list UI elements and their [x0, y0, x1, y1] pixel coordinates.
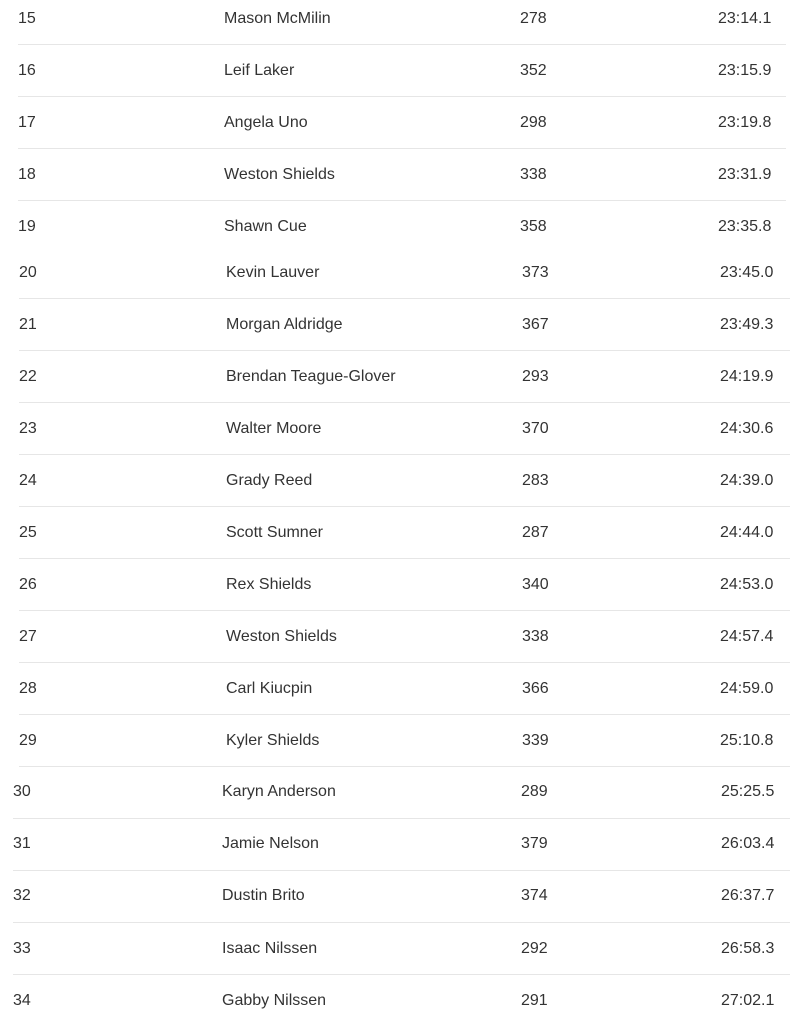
- place-cell: 22: [19, 368, 37, 385]
- name-cell: Scott Sumner: [226, 524, 323, 541]
- table-row: [0, 62, 791, 79]
- bib-cell: 379: [521, 835, 548, 852]
- row-divider: [19, 298, 790, 299]
- row-divider: [19, 402, 790, 403]
- name-cell: Walter Moore: [226, 420, 322, 437]
- time-cell: 26:03.4: [721, 835, 775, 852]
- row-divider: [19, 506, 790, 507]
- row-divider: [19, 610, 790, 611]
- name-cell: Angela Uno: [224, 114, 308, 131]
- table-row: [0, 316, 791, 333]
- bib-cell: 340: [522, 576, 549, 593]
- place-cell: 23: [19, 420, 37, 437]
- time-cell: 24:53.0: [720, 576, 774, 593]
- table-row: [0, 114, 791, 131]
- name-cell: Carl Kiucpin: [226, 680, 313, 697]
- place-cell: 29: [19, 732, 37, 749]
- time-cell: 24:39.0: [720, 472, 774, 489]
- place-cell: 15: [18, 10, 36, 27]
- name-cell: Kyler Shields: [226, 732, 320, 749]
- place-cell: 18: [18, 166, 36, 183]
- bib-cell: 293: [522, 368, 549, 385]
- time-cell: 26:37.7: [721, 887, 775, 904]
- bib-cell: 338: [522, 628, 549, 645]
- time-cell: 23:31.9: [718, 166, 772, 183]
- row-divider: [13, 818, 790, 819]
- place-cell: 17: [18, 114, 36, 131]
- bib-cell: 373: [522, 264, 549, 281]
- table-row: [0, 472, 791, 489]
- bib-cell: 339: [522, 732, 549, 749]
- time-cell: 25:10.8: [720, 732, 774, 749]
- table-row: [0, 835, 791, 852]
- name-cell: Dustin Brito: [222, 887, 305, 904]
- row-divider: [13, 974, 790, 975]
- place-cell: 28: [19, 680, 37, 697]
- bib-cell: 338: [520, 166, 547, 183]
- row-divider: [19, 350, 790, 351]
- place-cell: 24: [19, 472, 37, 489]
- row-divider: [18, 148, 786, 149]
- name-cell: Shawn Cue: [224, 218, 307, 235]
- row-divider: [19, 558, 790, 559]
- name-cell: Gabby Nilssen: [222, 992, 327, 1009]
- table-row: [0, 940, 791, 957]
- name-cell: Weston Shields: [226, 628, 337, 645]
- time-cell: 24:19.9: [720, 368, 774, 385]
- table-row: [0, 10, 791, 27]
- time-cell: 24:59.0: [720, 680, 774, 697]
- table-row: [0, 420, 791, 437]
- place-cell: 34: [13, 992, 31, 1009]
- table-row: [0, 264, 791, 281]
- row-divider: [19, 662, 790, 663]
- place-cell: 16: [18, 62, 36, 79]
- table-row: [0, 732, 791, 749]
- name-cell: Weston Shields: [224, 166, 335, 183]
- table-row: [0, 783, 791, 800]
- name-cell: Morgan Aldridge: [226, 316, 343, 333]
- row-divider: [19, 454, 790, 455]
- row-divider: [18, 44, 786, 45]
- bib-cell: 374: [521, 887, 548, 904]
- table-row: [0, 166, 791, 183]
- place-cell: 19: [18, 218, 36, 235]
- place-cell: 20: [19, 264, 37, 281]
- row-divider: [13, 870, 790, 871]
- table-row: [0, 368, 791, 385]
- table-row: [0, 992, 791, 1009]
- place-cell: 26: [19, 576, 37, 593]
- bib-cell: 278: [520, 10, 547, 27]
- name-cell: Brendan Teague-Glover: [226, 368, 396, 385]
- table-row: [0, 524, 791, 541]
- row-divider: [19, 714, 790, 715]
- row-divider: [18, 96, 786, 97]
- row-divider: [18, 200, 786, 201]
- bib-cell: 367: [522, 316, 549, 333]
- name-cell: Jamie Nelson: [222, 835, 319, 852]
- place-cell: 25: [19, 524, 37, 541]
- time-cell: 24:57.4: [720, 628, 774, 645]
- table-row: [0, 218, 791, 235]
- time-cell: 23:49.3: [720, 316, 774, 333]
- bib-cell: 291: [521, 992, 548, 1009]
- time-cell: 25:25.5: [721, 783, 775, 800]
- name-cell: Karyn Anderson: [222, 783, 336, 800]
- row-divider: [13, 922, 790, 923]
- place-cell: 33: [13, 940, 31, 957]
- bib-cell: 358: [520, 218, 547, 235]
- name-cell: Isaac Nilssen: [222, 940, 318, 957]
- name-cell: Mason McMilin: [224, 10, 331, 27]
- time-cell: 23:19.8: [718, 114, 772, 131]
- bib-cell: 352: [520, 62, 547, 79]
- bib-cell: 287: [522, 524, 549, 541]
- bib-cell: 298: [520, 114, 547, 131]
- time-cell: 24:44.0: [720, 524, 774, 541]
- time-cell: 23:35.8: [718, 218, 772, 235]
- time-cell: 24:30.6: [720, 420, 774, 437]
- name-cell: Kevin Lauver: [226, 264, 320, 281]
- place-cell: 30: [13, 783, 31, 800]
- table-row: [0, 628, 791, 645]
- bib-cell: 366: [522, 680, 549, 697]
- name-cell: Grady Reed: [226, 472, 313, 489]
- place-cell: 31: [13, 835, 31, 852]
- place-cell: 32: [13, 887, 31, 904]
- table-row: [0, 576, 791, 593]
- name-cell: Leif Laker: [224, 62, 295, 79]
- time-cell: 26:58.3: [721, 940, 775, 957]
- name-cell: Rex Shields: [226, 576, 312, 593]
- place-cell: 21: [19, 316, 37, 333]
- table-row: [0, 887, 791, 904]
- time-cell: 27:02.1: [721, 992, 775, 1009]
- bib-cell: 370: [522, 420, 549, 437]
- row-divider: [19, 766, 790, 767]
- time-cell: 23:14.1: [718, 10, 772, 27]
- bib-cell: 283: [522, 472, 549, 489]
- time-cell: 23:45.0: [720, 264, 774, 281]
- time-cell: 23:15.9: [718, 62, 772, 79]
- table-row: [0, 680, 791, 697]
- bib-cell: 292: [521, 940, 548, 957]
- bib-cell: 289: [521, 783, 548, 800]
- place-cell: 27: [19, 628, 37, 645]
